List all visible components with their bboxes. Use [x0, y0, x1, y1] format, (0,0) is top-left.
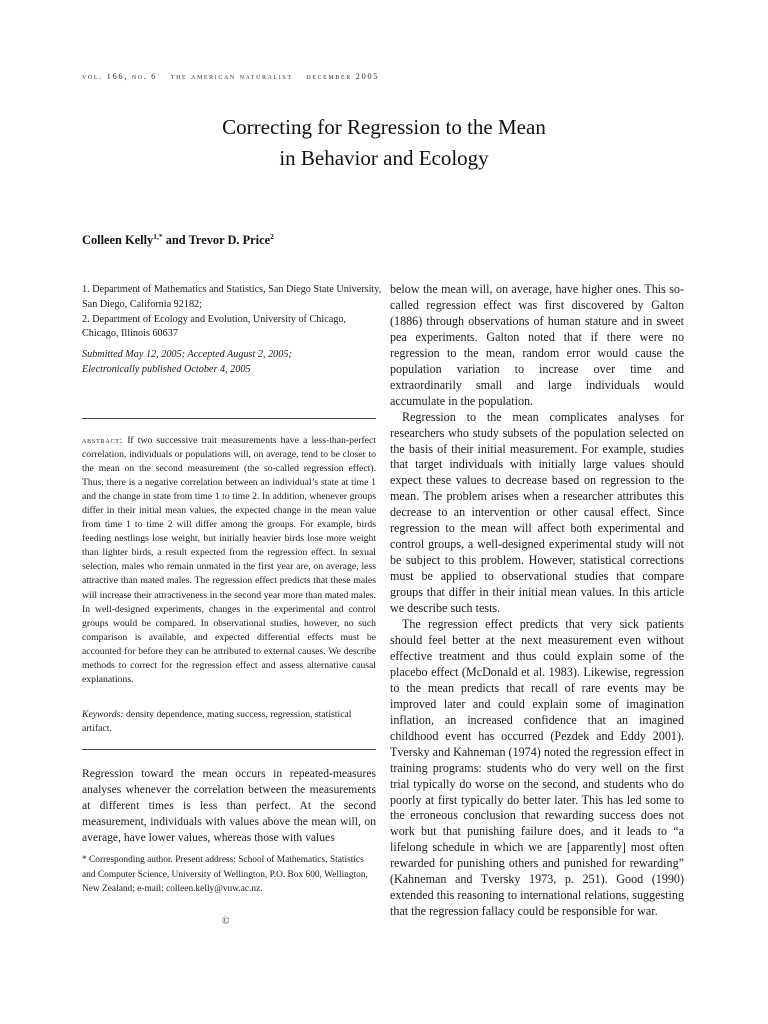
affiliation-2: 2. Department of Ecology and Evolution, University of Chicago, Chicago, Illinois 60637	[82, 313, 346, 340]
divider-rule-2	[82, 749, 376, 750]
keywords-label: Keywords:	[82, 709, 124, 720]
keywords	[82, 708, 376, 736]
author-1-marks: 1,*	[153, 232, 163, 241]
body-paragraph-2: Regression to the mean complicates analyses for researchers who study subsets of the population selected on the basis of their initial measurement. For example, studies that target individuals with initially large values should expect these values to decrease based on regression to the mean. The problem arises when a researcher attributes this decrease to an intervention or other causal effect. Since regression to the mean will affect both experimental and control groups, a well-designed experimental study will not be subject to this problem. However, statistical corrections must be applied to observational studies that compare groups that differ in their initial mean values. In this article we describe such tests.	[390, 409, 684, 616]
running-head-volume: vol. 166, no. 6	[82, 71, 158, 81]
running-head	[82, 71, 389, 81]
submitted-line2: Electronically published October 4, 2005	[82, 363, 251, 375]
body-paragraph-1: below the mean will, on average, have higher ones. This so-called regression effect was first discovered by Galton (1886) through observations of human stature and in sweet pea experiments. Galton noted that if there were no regression to the mean, random error would cause the population variation to increase over time and extraordinarily small and large individuals would accumulate in the population.	[390, 282, 684, 408]
author-line	[82, 232, 274, 248]
abstract	[82, 433, 376, 687]
right-column	[390, 282, 684, 920]
keywords-text: density dependence, mating success, regression, statistical artifact.	[82, 709, 352, 734]
intro-paragraph: Regression toward the mean occurs in repeated-measures analyses whenever the correlation between the measurements at different times is less than perfect. At the second measurement, individuals with values above the mean will, on average, have lower values, whereas those with values	[82, 767, 376, 844]
author-connector: and	[165, 233, 186, 248]
running-head-journal: the american naturalist	[170, 71, 293, 81]
copyright-mark: ©	[222, 916, 230, 927]
submission-dates	[82, 348, 382, 378]
submitted-line1: Submitted May 12, 2005; Accepted August 2, 2005;	[82, 349, 292, 360]
affiliation-1: 1. Department of Mathematics and Statistics, San Diego State University, San Diego, California 92182;	[82, 284, 382, 310]
author-2: Trevor D. Price	[188, 233, 271, 248]
author-2-marks: 2	[270, 232, 274, 241]
affiliations	[82, 283, 382, 342]
article-title	[0, 112, 768, 174]
article-title-line1: Correcting for Regression to the Mean	[222, 115, 546, 139]
abstract-text: If two successive trait measurements have a less-than-perfect correlation, individuals or populations will, on average, tend to be closer to the mean on the second measurement (the so-called regression effect). Thus, there is a negative correlation between an individual’s state at time 1 and the change in state from time 1 to time 2. In addition, whenever groups differ in their initial mean values, the expected change in the mean value from time 1 to time 2 will differ among the groups. For example, birds feeding nestlings lose weight, but initially heavier birds lose more weight than lighter birds, a result expected from the regression effect. In sexual selection, males who remain unmated in the first year are, on average, less attractive than mated males. The regression effect predicts that these males will increase their attractiveness in the second year more than mated males. In well-designed experiments, changes in the experimental and control groups would be compared. In observational studies, however, no such comparison is available, and expected differential effects must be accounted for before they can be attributed to external causes. We describe methods to correct for the regression effect and assess alternative causal explanations.	[82, 435, 376, 685]
running-head-date: december 2005	[306, 71, 380, 81]
body-paragraph-3: The regression effect predicts that very sick patients should feel better at the next measurement even without effective treatment and thus could explain some of the placebo effect (McDonald et al. 1983). Likewise, regression to the mean predicts that recall of rare events may be improved later and could explain some of imagination inflation, an increased confidence that an imagined childhood event has occurred (Pezdek and Eddy 2001). Tversky and Kahneman (1974) noted the regression effect in training programs: students who do very well on the first trial typically do worse on the second, and students who do poorly at first typically do better later. This has led some to the erroneous conclusion that rewarding success does not work but that punishing failure does, and it leads to “a lifelong schedule in which we are [apparently] most often rewarded for punishing others and punished for rewarding” (Kahneman and Tversky 1973, p. 251). Good (1990) extended this reasoning to international relations, suggesting that the regression fallacy could be responsible for war.	[390, 617, 684, 919]
article-title-line2: in Behavior and Ecology	[279, 146, 489, 170]
divider-rule	[82, 418, 376, 419]
corresponding-author-footnote: * Corresponding author. Present address: School of Mathematics, Statistics and Computer Science, University of Wellington, P.O. Box 600, Wellington, New Zealand; e-mail: colleen.kelly@vuw.ac.nz.	[82, 855, 368, 895]
abstract-label: abstract:	[82, 435, 124, 445]
author-1: Colleen Kelly	[82, 233, 154, 248]
